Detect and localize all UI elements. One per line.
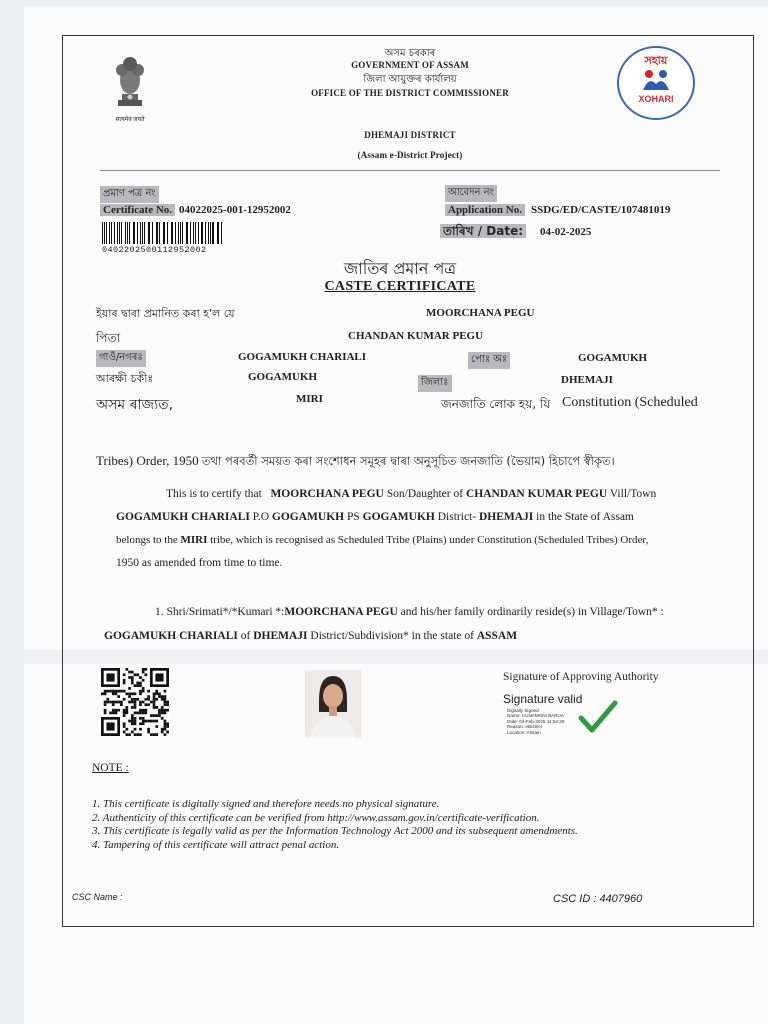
barcode-bar <box>121 222 122 244</box>
signature-valid: Signature valid <box>503 692 583 706</box>
order-year: 1950 <box>172 453 199 468</box>
order-en: Tribes) Order, <box>96 453 170 468</box>
barcode-bar <box>180 222 181 244</box>
field-father: CHANDAN KUMAR PEGU <box>348 330 484 342</box>
field-tribe: MIRI <box>296 393 323 405</box>
po-bn: পোঃ অঃ <box>468 352 510 369</box>
barcode-bar <box>218 222 219 244</box>
csc-name: CSC Name : <box>72 892 123 902</box>
people-icon <box>641 68 671 92</box>
check-icon <box>578 698 618 741</box>
app-no-bn-label: আবেদন নং <box>445 185 497 202</box>
order-line <box>96 453 615 472</box>
barcode-bar <box>125 222 126 244</box>
title-bn: জাতিৰ প্ৰমান পত্ৰ <box>343 259 457 278</box>
applicant-photo <box>305 670 361 738</box>
barcode-bar <box>202 222 203 244</box>
barcode-bar <box>167 222 168 244</box>
note-item: 4. Tampering of this certificate will attract penal action. <box>92 838 340 851</box>
note-item: 3. This certificate is legally valid as per the Information Technology Act 2000 and its subsequent amendments. <box>92 825 578 837</box>
app-no-value: SSDG/ED/CASTE/107481019 <box>530 204 671 216</box>
barcode-bar <box>195 222 196 244</box>
cert-no-value: 04022025-001-12952002 <box>179 204 291 216</box>
note-item: 1. This certificate is digitally signed and therefore needs no physical signature. <box>92 798 440 810</box>
barcode-bar <box>193 222 194 244</box>
residence-line-2: GOGAMUKH CHARIALI of DHEMAJI District/Subdivision* in the state of ASSAM <box>104 630 518 642</box>
header-bn-office: জিলা আয়ুক্তৰ কাৰ্যালয় <box>363 74 457 85</box>
barcode-bar <box>159 222 160 244</box>
barcode-bar <box>137 222 138 244</box>
note-item: 2. Authenticity of this certificate can be verified from http://www.assam.gov.in/certificate-verification. <box>92 811 540 824</box>
state-bn: অসম ৰাজ্যত, <box>96 397 174 413</box>
field-name: MOORCHANA PEGU <box>426 307 535 319</box>
date-value: 04-02-2025 <box>540 226 592 238</box>
qr-code <box>100 668 170 736</box>
barcode-bar <box>109 222 110 244</box>
barcode-text: 040220250011295​2002 <box>102 245 207 255</box>
field-village: GOGAMUKH CHARIALI <box>238 351 367 363</box>
signature-details: Digitally Signed Name: CUNAMONI BARUA Date: 04-Feb-2025 11:54:39 Reason: eDistrict Location: Assam <box>507 708 565 735</box>
notes-list <box>92 798 712 852</box>
header-district: DHEMAJI DISTRICT <box>364 130 456 140</box>
village-bn: গাওঁ/নগৰঃ <box>96 350 146 367</box>
constitution-text: Constitution (Scheduled <box>562 395 698 410</box>
barcode-bar <box>212 222 213 244</box>
state-emblem-icon <box>104 50 156 122</box>
cert-no-bn-label: প্ৰমাণ পত্ৰ নং <box>100 186 159 203</box>
field-ps: GOGAMUKH <box>248 371 318 383</box>
cert-no-label: Certificate No. <box>100 204 175 216</box>
header-project: (Assam e-District Project) <box>357 150 463 160</box>
title-en: CASTE CERTIFICATE <box>324 279 476 294</box>
district-bn: জিলাঃ <box>418 375 452 392</box>
header-divider <box>100 170 720 171</box>
barcode-bar <box>152 222 153 244</box>
app-no-label: Application No. <box>445 204 525 216</box>
residence-line-1: 1. Shri/Srimati*/*Kumari *:MOORCHANA PEGU and his/her family ordinarily reside(s) in Village/Town* : <box>155 606 664 618</box>
header-office: OFFICE OF THE DISTRICT COMMISSIONER <box>311 88 509 98</box>
tribe-bn: জনজাতি লোক হয়, যি <box>441 397 551 411</box>
xohari-logo <box>617 46 695 120</box>
certificate-border <box>62 35 754 927</box>
order-bn: তথা পৰবৰ্তী সময়ত কৰা সংশোধন সমূহৰ দ্বাৰা অনুসূচিত জনজাতি (ভৈয়াম) হিচাপে স্বীকৃত। <box>201 454 615 468</box>
barcode-bar <box>111 222 112 244</box>
field-po: GOGAMUKH <box>578 352 648 364</box>
father-bn: পিতা <box>96 331 121 345</box>
barcode-bar <box>142 222 143 244</box>
header-bn-govt: অসম চৰকাৰ <box>384 48 436 59</box>
csc-id: CSC ID : 4407960 <box>553 893 643 905</box>
ps-bn: আৰক্ষী চকীঃ <box>96 372 154 385</box>
barcode-bar <box>182 222 183 244</box>
emblem-motto: सत्यमेव जयते <box>115 117 145 123</box>
date-label: তাৰিখ / Date: <box>440 224 526 238</box>
header-govt: GOVERNMENT OF ASSAM <box>351 60 469 70</box>
barcode-bar <box>129 222 130 244</box>
note-heading: NOTE : <box>92 762 129 774</box>
barcode-bar <box>149 222 150 244</box>
barcode-bar <box>172 222 173 244</box>
logo-bn-text: সহায় <box>644 54 668 67</box>
barcode <box>102 222 224 255</box>
barcode-bar <box>102 222 103 244</box>
field-district: DHEMAJI <box>561 374 613 386</box>
certify-paragraph: This is to certify that MOORCHANA PEGU Son/Daughter of CHANDAN KUMAR PEGU Vill/Town GOGAMUKH CHARIALI P.O GOGAMUKH PS GOGAMUKH District- DHEMAJI in the State of Assam belongs to the MIRI tribe, which is recognised as Scheduled Tribe (Plains) under Constitution (Scheduled Tribes) Order, 1950 as amended from time to time. <box>116 488 657 569</box>
signature-title: Signature of Approving Authority <box>503 671 659 683</box>
logo-text: XOHARI <box>638 94 674 104</box>
certify-bn: ইয়াৰ দ্বাৰা প্ৰমানিত কৰা হ'ল যে <box>96 307 235 320</box>
barcode-bar <box>210 222 211 244</box>
